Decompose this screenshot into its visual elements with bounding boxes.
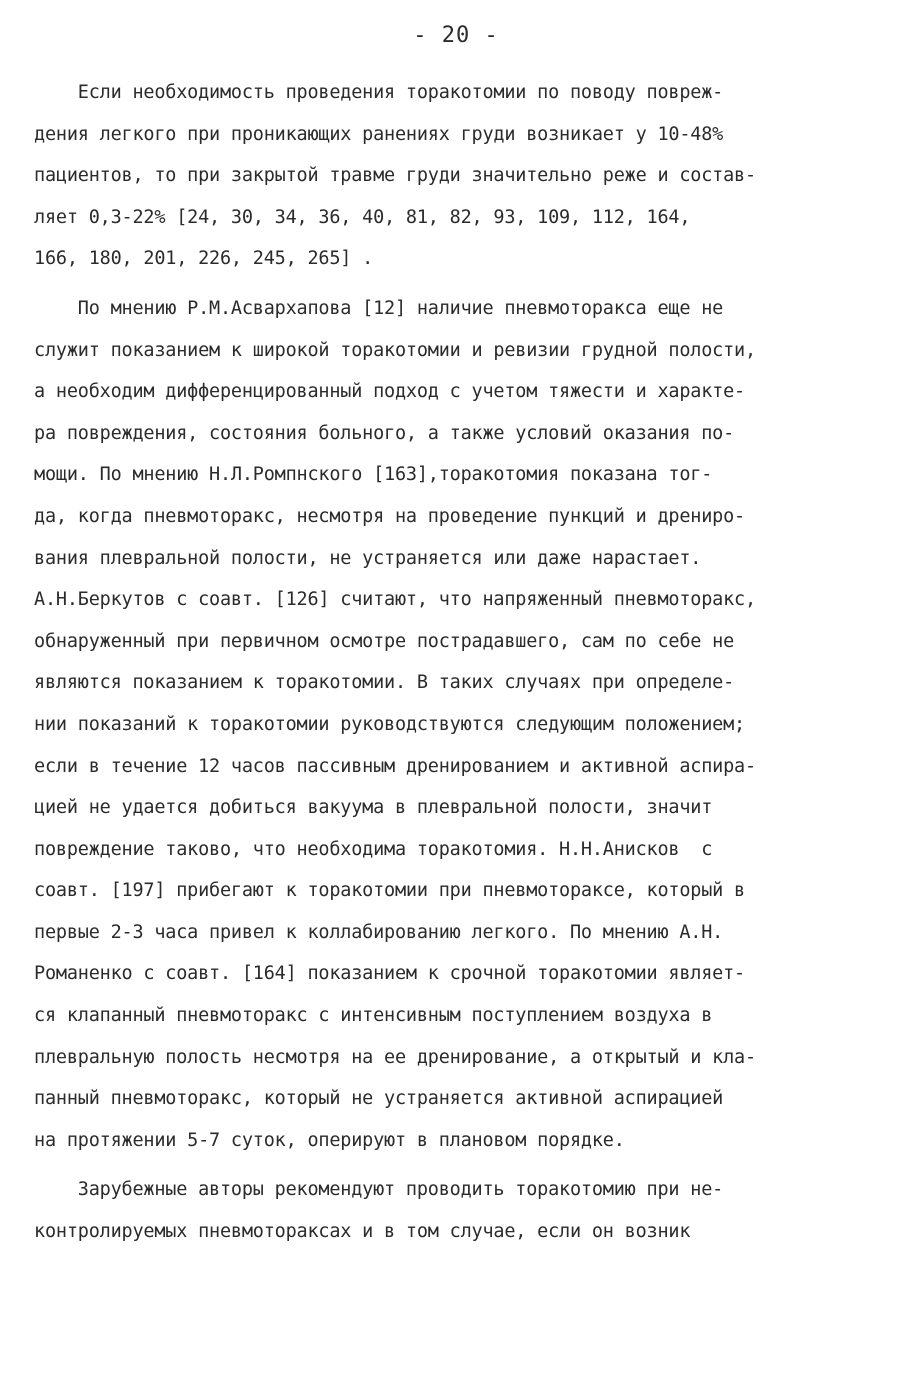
body-text <box>34 72 878 1253</box>
text-line: цией не удается добиться вакуума в плевральной полости, значит <box>34 797 713 819</box>
text-line: ляет 0,3-22% [24, 30, 34, 36, 40, 81, 82, 93, 109, 112, 164, <box>34 206 691 228</box>
text-line: панный пневмоторакс, который не устраняется активной аспирацией <box>34 1088 724 1110</box>
text-line: плевральную полость несмотря на ее дренирование, а открытый и кла- <box>34 1046 756 1068</box>
text-line: Если необходимость проведения торакотомии по поводу повреж- <box>34 82 724 103</box>
text-line: А.Н.Беркутов с соавт. [126] считают, что напряженный пневмоторакс, <box>34 589 756 611</box>
text-line: да, когда пневмоторакс, несмотря на проведение пункций и дрениро- <box>34 505 745 527</box>
text-line: на протяжении 5-7 суток, оперируют в плановом порядке. <box>34 1129 625 1151</box>
text-line: Зарубежные авторы рекомендуют проводить торакотомию при не- <box>34 1179 724 1201</box>
text-line: если в течение 12 часов пассивным дренированием и активной аспира- <box>34 755 756 777</box>
text-line: ра повреждения, состояния больного, а также условий оказания по- <box>34 422 735 444</box>
text-line: По мнению Р.М.Асвархапова [12] наличие пневмоторакса еще не <box>34 297 724 319</box>
text-line: контролируемых пневмотораксах и в том случае, если он возник <box>34 1221 691 1243</box>
text-line: являются показанием к торакотомии. В таких случаях при определе- <box>34 672 735 694</box>
text-line: первые 2-3 часа привел к коллабированию легкого. По мнению А.Н. <box>34 921 724 943</box>
paragraph-gap <box>34 280 878 288</box>
text-line: а необходим дифференцированный подход с учетом тяжести и характе- <box>34 381 745 403</box>
text-line: вания плевральной полости, не устраняется или даже нарастает. <box>34 547 702 569</box>
text-line: нии показаний к торакотомии руководствуются следующим положением; <box>34 713 745 735</box>
text-line: служит показанием к широкой торакотомии и ревизии грудной полости, <box>34 339 756 361</box>
text-line: пациентов, то при закрытой травме груди значительно реже и состав- <box>34 165 756 187</box>
text-line: соавт. [197] прибегают к торакотомии при пневмотораксе, который в <box>34 880 745 902</box>
text-line: повреждение таково, что необходима торакотомия. Н.Н.Анисков с <box>34 838 713 860</box>
text-line: мощи. По мнению Н.Л.Ромпнского [163],торакотомия показана тог- <box>34 464 713 486</box>
page-number: - 20 - <box>413 23 499 48</box>
text-line: ся клапанный пневмоторакс с интенсивным поступлением воздуха в <box>34 1005 713 1027</box>
text-line: 166, 180, 201, 226, 245, 265] . <box>34 248 374 270</box>
text-line: дения легкого при проникающих ранениях груди возникает у 10-48% <box>34 123 724 145</box>
text-line: обнаруженный при первичном осмотре пострадавшего, сам по себе не <box>34 630 735 652</box>
text-line: Романенко с соавт. [164] показанием к срочной торакотомии являет- <box>34 963 745 985</box>
paragraph-gap <box>34 1161 878 1169</box>
